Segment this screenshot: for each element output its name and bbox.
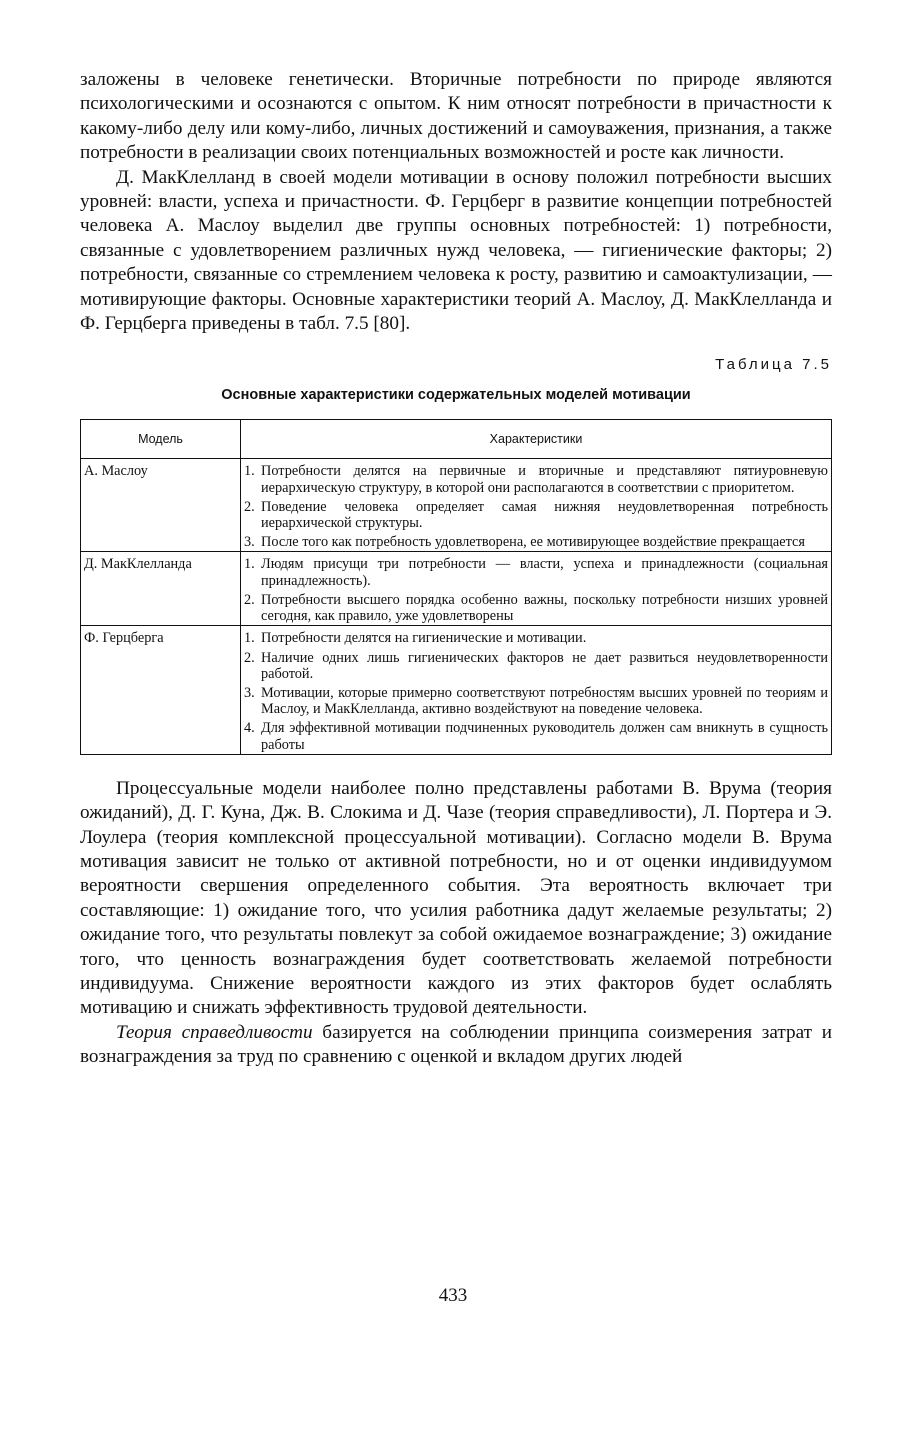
item-text: Потребности высшего порядка особенно важны, поскольку потребности низших уровней сегодня, как правило, уже удовлетворены <box>261 591 828 625</box>
item-number: 2. <box>244 498 255 515</box>
column-header-model: Модель <box>81 420 241 459</box>
model-cell: Ф. Герцберга <box>81 626 241 754</box>
item-number: 1. <box>244 556 255 573</box>
justice-theory-term: Теория справедливости <box>116 1021 313 1043</box>
item-number: 4. <box>244 720 255 737</box>
table-row <box>81 459 832 552</box>
list-item <box>244 630 828 646</box>
item-number: 3. <box>244 684 255 701</box>
paragraph-needs-intro: заложены в человеке генетически. Вторичные потребности по природе являются психологическими и осознаются с опытом. К ним относят потребности в причастности к какому-либо делу или кому-либо, личных достижений и самоуважения, признания, а также потребности в реализации своих потенциальных возможностей и росте как личности. <box>80 69 832 164</box>
item-text: Потребности делятся на гигиенические и мотивации. <box>261 630 587 647</box>
item-text: Потребности делятся на первичные и вторичные и представляют пятиуровневую иерархическую структуру, в которой они располагаются в соответствии с приоритетом. <box>261 463 828 496</box>
characteristics-cell <box>241 552 832 626</box>
list-item <box>244 463 828 495</box>
list-item <box>244 650 828 682</box>
list-item <box>244 720 828 752</box>
list-item <box>244 499 828 531</box>
characteristics-cell <box>241 626 832 754</box>
table-label: Таблица 7.5 <box>715 356 832 374</box>
book-page <box>80 68 832 1070</box>
item-text: Для эффективной мотивации подчиненных руководитель должен сам вникнуть в сущность работы <box>261 720 828 753</box>
table-title: Основные характеристики содержательных моделей мотивации <box>221 387 691 404</box>
item-text: Людям присущи три потребности — власти, успеха и принадлежности (социальная принадлежность). <box>261 556 828 589</box>
item-number: 2. <box>244 591 255 608</box>
motivation-models-table <box>80 419 832 754</box>
paragraph-process-models: Процессуальные модели наиболее полно представлены работами В. Врума (теория ожиданий), Д. Г. Куна, Дж. В. Слокима и Д. Чазе (теория справедливости), Л. Портера и Э. Лоулера (теория комплексной процессуальной мотивации). Согласно модели В. Врума мотивация зависит не только от активной потребности, но и от оценки индивидуумом вероятности свершения определенного события. Эта вероятность включает три составляющие: 1) ожидание того, что усилия работника дадут желаемые результаты; 2) ожидание того, что результаты повлекут за собой ожидаемое вознаграждение; 3) ожидание того, что ценность вознаграждения будет соответствовать желаемой потребности индивидуума. Снижение вероятности каждого из этих факторов будет ослаблять мотивацию и снижать эффективность трудовой деятельности. <box>80 777 832 1019</box>
item-number: 1. <box>244 463 255 480</box>
item-text: Наличие одних лишь гигиенических факторов не дает развиться неудовлетворенности работой. <box>261 649 828 682</box>
item-text: После того как потребность удовлетворена, ее мотивирующее воздействие прекращается <box>261 534 805 551</box>
item-number: 1. <box>244 630 255 647</box>
table-row <box>81 552 832 626</box>
model-cell: А. Маслоу <box>81 459 241 552</box>
table-header-row <box>81 420 832 459</box>
item-number: 3. <box>244 534 255 551</box>
table-row <box>81 626 832 754</box>
paragraph-justice-theory <box>80 1021 832 1070</box>
item-text: Поведение человека определяет самая нижняя неудовлетворенная потребность иерархической структуры. <box>261 498 828 532</box>
characteristics-cell <box>241 459 832 552</box>
model-cell: Д. МакКлелланда <box>81 552 241 626</box>
page-number: 433 <box>438 1285 468 1306</box>
item-text: Мотивации, которые примерно соответствуют потребностям высших уровней по теориям и Маслоу, и МакКлелланда, активно воздействуют на поведение человека. <box>261 684 828 718</box>
list-item <box>244 556 828 588</box>
justice-theory-text: базируется на соблюдении принципа соизмерения затрат и вознаграждения за труд по сравнению с оценкой и вкладом других людей <box>80 1021 832 1068</box>
list-item <box>244 685 828 717</box>
column-header-characteristics: Характеристики <box>241 420 832 459</box>
item-number: 2. <box>244 649 255 666</box>
list-item <box>244 592 828 624</box>
list-item <box>244 534 828 550</box>
paragraph-mcclelland-herzberg: Д. МакКлелланд в своей модели мотивации в основу положил потребности высших уровней: власти, успеха и причастности. Ф. Герцберг в развитие концепции потребностей человека А. Маслоу выделил две группы основных потребностей: 1) потребности, связанные с удовлетворением различных нужд человека, — гигиенические факторы; 2) потребности, связанные со стремлением человека к росту, развитию и самоактулизации, — мотивирующие факторы. Основные характеристики теорий А. Маслоу, Д. МакКлелланда и Ф. Герцберга приведены в табл. 7.5 [80]. <box>80 166 832 335</box>
